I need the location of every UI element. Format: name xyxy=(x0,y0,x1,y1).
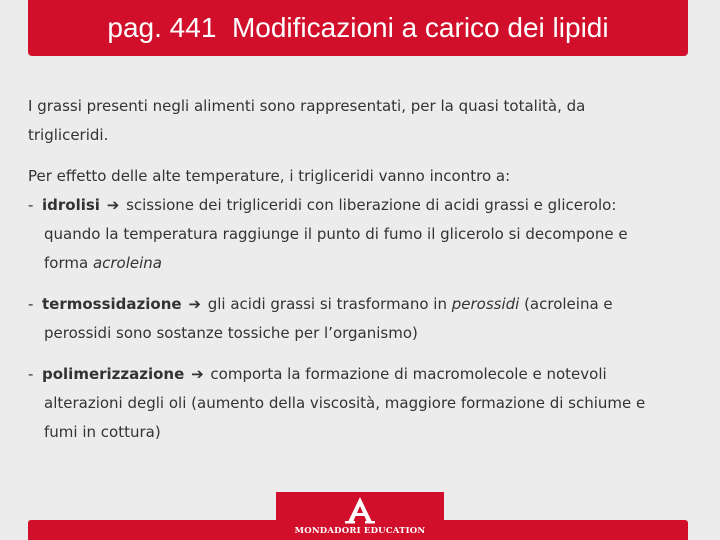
item-line-2: perossidi sono sostanze tossiche per l’organismo) xyxy=(44,324,418,342)
item-text-pre: gli acidi grassi si trasformano in xyxy=(207,295,452,313)
publisher-name: MONDADORI EDUCATION xyxy=(294,526,426,536)
page-title: pag. 441 Modificazioni a carico dei lipidi xyxy=(107,12,609,43)
item-line-1 xyxy=(28,360,692,389)
intro-line-1: I grassi presenti negli alimenti sono rappresentati, per la quasi totalità, da xyxy=(28,97,586,115)
item-line-3 xyxy=(28,249,692,278)
term-polimerizzazione: polimerizzazione xyxy=(42,365,185,383)
mondadori-a-logo-icon xyxy=(340,496,380,524)
publisher-logo xyxy=(276,492,444,540)
list-item-polimerizzazione xyxy=(28,360,692,447)
item-text: scissione dei trigliceridi con liberazione di acidi grassi e glicerolo: xyxy=(126,196,617,214)
arrow-right-icon: ➔ xyxy=(188,295,201,313)
list-item-idrolisi xyxy=(28,191,692,278)
list-item-termossidazione xyxy=(28,290,692,348)
item-line-1 xyxy=(28,191,692,220)
intro-paragraph xyxy=(28,92,692,150)
term-idrolisi: idrolisi xyxy=(42,196,100,214)
arrow-right-icon: ➔ xyxy=(106,196,120,214)
item-line-2: quando la temperatura raggiunge il punto di fumo il glicerolo si decompone e xyxy=(44,225,628,243)
dash-bullet: - xyxy=(28,365,34,383)
lead-paragraph xyxy=(28,162,692,191)
dash-bullet: - xyxy=(28,196,34,214)
item-line-1 xyxy=(28,290,692,319)
dash-bullet: - xyxy=(28,295,34,313)
item-line-3: fumi in cottura) xyxy=(44,423,161,441)
item-line-2: alterazioni degli oli (aumento della viscosità, maggiore formazione di schiume e xyxy=(44,394,646,412)
item-text-post: (acroleina e xyxy=(519,295,613,313)
term-termossidazione: termossidazione xyxy=(42,295,182,313)
intro-line-2: trigliceridi. xyxy=(28,126,109,144)
lead-line: Per effetto delle alte temperature, i trigliceridi vanno incontro a: xyxy=(28,167,511,185)
title-bar xyxy=(28,0,688,56)
body-content xyxy=(28,92,692,459)
arrow-right-icon: ➔ xyxy=(191,365,204,383)
term-perossidi: perossidi xyxy=(451,295,520,313)
term-acroleina: acroleina xyxy=(92,254,162,272)
item-text-pre: forma xyxy=(44,254,93,272)
item-text: comporta la formazione di macromolecole e notevoli xyxy=(210,365,607,383)
